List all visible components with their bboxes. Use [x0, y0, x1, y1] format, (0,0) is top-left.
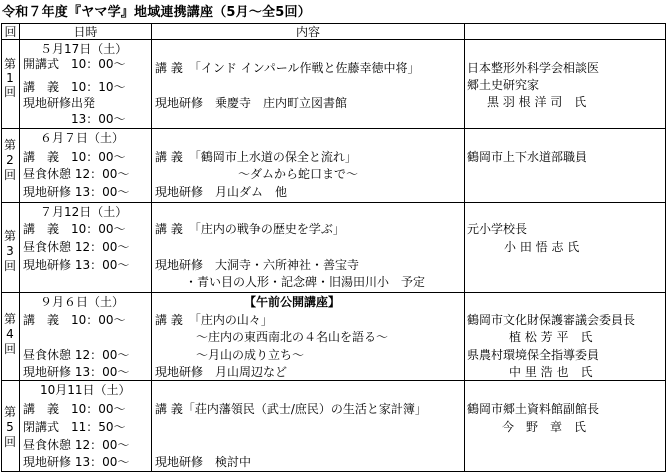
page-title: 令和７年度『ヤマ学』地域連携講座（5月～全5回）	[2, 5, 311, 20]
content-line: 講 義 「鶴岡市上水道の保全と流れ」	[155, 150, 357, 164]
content-line: ～庄内の東西南北の４名山を語る～	[196, 330, 389, 344]
lecturer-name: 小 田 悟 志 氏	[504, 240, 580, 254]
time-line: 現地研修 13：00～	[23, 258, 130, 272]
time-line: 講 義 10：10～	[23, 80, 126, 94]
time-line: 13：00～	[23, 112, 126, 126]
session-number: 4	[6, 327, 14, 341]
session-number: 第	[4, 312, 17, 326]
time-line: 講 義 10：00～	[23, 402, 126, 416]
lecturer-line: 鶴岡市上下水道部職員	[467, 150, 588, 164]
session-number: 回	[4, 342, 17, 356]
time-line: 開講式 10：00～	[23, 57, 126, 71]
session-number: 1	[6, 71, 14, 85]
header-content: 内容	[295, 25, 320, 39]
time-line: 現地研修 13：00～	[23, 365, 130, 379]
lecturer-name: 黒 羽 根 洋 司 氏	[487, 95, 587, 109]
time-line: 昼食休憩 12：00～	[23, 348, 130, 362]
content-line: ～ダムから蛇口まで～	[238, 167, 359, 181]
session-number: 第	[4, 405, 17, 419]
header-no: 回	[4, 25, 17, 39]
session-date: ６月７日（土）	[40, 131, 125, 145]
session-date: 10月11日（土）	[40, 383, 131, 397]
content-line: 講 義 「インド インパール作戦と佐藤幸徳中将」	[155, 61, 420, 75]
lecturer-line: 県農村環境保全指導委員	[467, 348, 600, 362]
content-line: 講 義 「庄内の山々」	[155, 313, 273, 327]
session-number: 回	[4, 85, 17, 99]
session-number: 5	[6, 420, 14, 434]
lecturer-line: 郷土史研究家	[467, 78, 540, 92]
lecturer-line: 元小学校長	[467, 222, 528, 236]
session-number: 2	[6, 153, 14, 167]
content-line: 講 義「荘内藩領民（武士/庶民）の生活と家計簿」	[155, 402, 427, 416]
time-line: 昼食休憩 12：00～	[23, 167, 130, 181]
lecturer-name: 植 松 芳 平 氏	[509, 330, 593, 344]
session-date: ５月17日（土）	[40, 42, 128, 56]
lecturer-name: 中 里 浩 也 氏	[509, 365, 593, 379]
content-line: 講 義 「庄内の戦争の歴史を学ぶ」	[155, 222, 345, 236]
header-date: 日時	[73, 25, 98, 39]
session-number: 回	[4, 435, 17, 449]
lecturer-name: 今 野 章 氏	[502, 420, 587, 434]
time-line: 講 義 10：00～	[23, 222, 126, 236]
session-number: 第	[4, 229, 17, 243]
content-line: 現地研修 月山ダム 他	[155, 185, 288, 199]
content-line: ・青い目の人形・記念碑・旧湯田川小 予定	[185, 275, 426, 289]
content-line: 現地研修 検討中	[155, 455, 252, 469]
session-number: 回	[4, 168, 17, 182]
morning-open-lecture-badge: 【午前公開講座】	[244, 295, 341, 309]
time-line: 昼食休憩 12：00～	[23, 240, 130, 254]
session-date: ９月６日（土）	[40, 295, 125, 309]
time-line: 昼食休憩 12：00～	[23, 438, 130, 452]
lecturer-line: 鶴岡市文化財保護審議会委員長	[467, 313, 636, 327]
content-line: 現地研修 乗慶寺 庄内町立図書館	[155, 96, 348, 110]
time-line: 現地研修 13：00～	[23, 455, 130, 469]
time-line: 閉講式 11：50～	[23, 420, 126, 434]
session-number: 3	[6, 244, 14, 258]
lecturer-line: 日本整形外科学会相談医	[467, 61, 600, 75]
time-line: 講 義 10：00～	[23, 313, 126, 327]
session-number: 回	[4, 259, 17, 273]
session-date: ７月12日（土）	[40, 205, 128, 219]
time-line: 現地研修出発	[23, 96, 96, 110]
lecturer-line: 鶴岡市郷土資料館副館長	[467, 402, 600, 416]
content-line: 現地研修 月山周辺など	[155, 365, 288, 379]
session-number: 第	[4, 57, 17, 71]
content-line: ～月山の成り立ち～	[196, 348, 305, 362]
time-line: 現地研修 13：00～	[23, 185, 130, 199]
time-line: 講 義 10：00～	[23, 150, 126, 164]
session-number: 第	[4, 138, 17, 152]
content-line: 現地研修 大洞寺・六所神社・善宝寺	[155, 258, 360, 272]
